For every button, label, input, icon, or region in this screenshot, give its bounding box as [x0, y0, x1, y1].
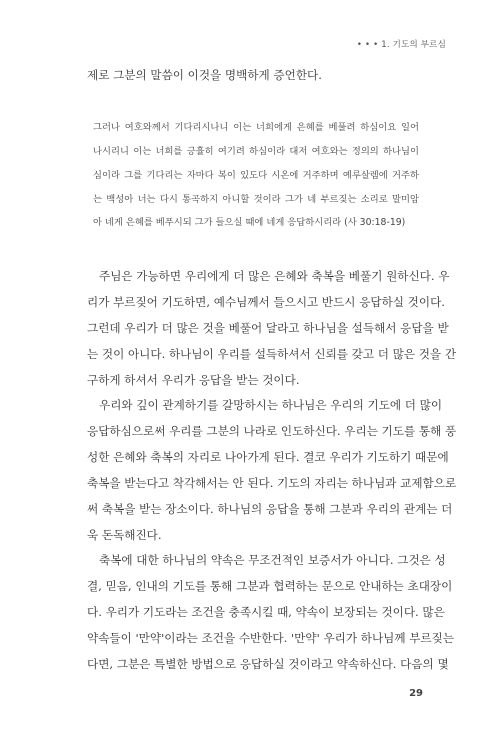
quote-line: 그러나 여호와께서 기다리시나니 이는 너희에게 은혜를 베풀려 하심이요 일어 — [93, 122, 419, 133]
paragraph-line: 다. 우리가 기도라는 조건을 충족시킬 때, 약속이 보장되는 것이다. 많은 — [87, 605, 445, 619]
paragraph-line: 그런데 우리가 더 많은 것을 베풀어 달라고 하나님을 설득해서 응답을 받 — [87, 321, 449, 335]
paragraph-line: 욱 돈독해진다. — [87, 528, 162, 542]
quote-line: 는 백성아 너는 다시 통곡하지 아니할 것이라 그가 네 부르짖는 소리로 말미암 — [93, 194, 419, 205]
quote-line: 나시리니 이는 너희를 긍휼히 여기려 하심이라 대저 여호와는 정의의 하나님이 — [93, 146, 419, 157]
paragraph-line: 리가 부르짖어 기도하면, 예수님께서 들으시고 반드시 응답하실 것이다. — [87, 295, 445, 309]
paragraph-line: 우리와 깊이 관계하기를 갈망하시는 하나님은 우리의 기도에 더 많이 — [99, 398, 443, 412]
paragraph-line: 응답하심으로써 우리를 그분의 나라로 인도하신다. 우리는 기도를 통해 풍 — [87, 424, 457, 438]
running-head: • • • 1. 기도의 부르심 — [356, 40, 446, 50]
paragraph-line: 는 것이 아니다. 하나님이 우리를 설득하셔서 신뢰를 갖고 더 많은 것을 간 — [87, 347, 457, 361]
paragraph-line: 구하게 하셔서 우리가 응답을 받는 것이다. — [87, 373, 300, 387]
page-number: 29 — [409, 688, 423, 699]
paragraph-line: 축복에 대한 하나님의 약속은 무조건적인 보증서가 아니다. 그것은 성 — [99, 553, 446, 567]
paragraph-line: 다면, 그분은 특별한 방법으로 응답하실 것이라고 약속하신다. 다음의 몇 — [87, 657, 449, 671]
paragraph-line: 써 축복을 받는 장소이다. 하나님의 응답을 통해 그분과 우리의 관계는 더 — [87, 502, 453, 516]
paragraph-line: 성한 은혜와 축복의 자리로 나아가게 된다. 결코 우리가 기도하기 때문에 — [87, 450, 449, 464]
paragraph-line: 약속들이 '만약'이라는 조건을 수반한다. '만약' 우리가 하나님께 부르짖는 — [87, 631, 455, 645]
quote-line: 심이라 그를 기다리는 자마다 복이 있도다 시온에 거주하며 예루살렘에 거주하 — [93, 170, 419, 181]
paragraph-line: 결, 믿음, 인내의 기도를 통해 그분과 협력하는 문으로 안내하는 초대장이 — [87, 579, 453, 593]
paragraph-line: 축복을 받는다고 착각해서는 안 된다. 기도의 자리는 하나님과 교제함으로 — [87, 476, 457, 490]
quote-line: 아 네게 은혜를 베푸시되 그가 들으실 때에 네게 응답하시리라 (사 30:18-19) — [93, 217, 406, 228]
lead-line: 제로 그분의 말씀이 이것을 명백하게 증언한다. — [87, 68, 322, 82]
paragraph-line: 주님은 가능하면 우리에게 더 많은 은혜와 축복을 베풀기 원하신다. 우 — [99, 269, 450, 283]
